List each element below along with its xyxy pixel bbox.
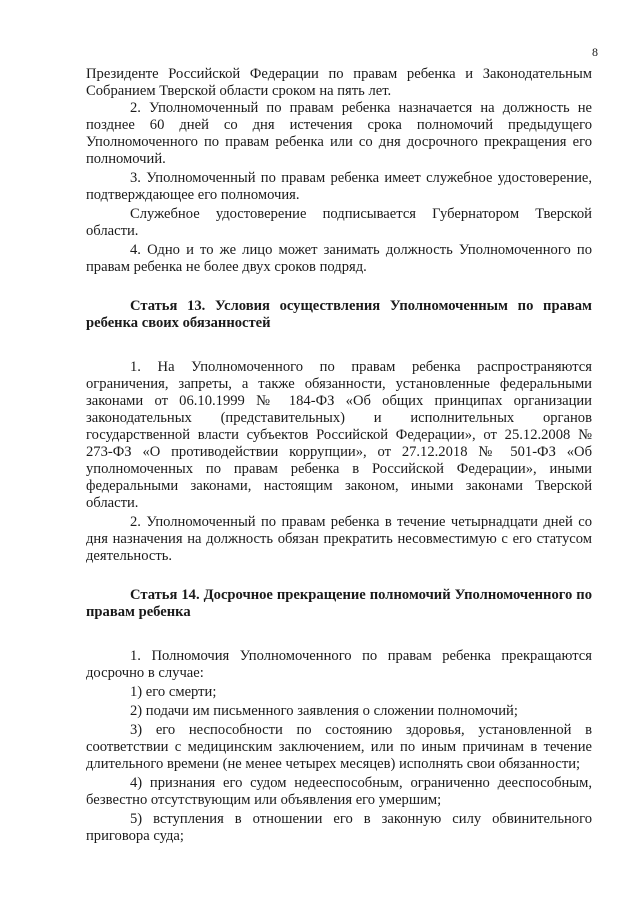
paragraph-item-3: 3. Уполномоченный по правам ребенка имеет служебное удостоверение, подтверждающее его полномочия. [86, 170, 592, 203]
article-14-item-1: 1. Полномочия Уполномоченного по правам ребенка прекращаются досрочно в случае: [86, 648, 592, 681]
article-14-sub-3: 3) его неспособности по состоянию здоровья, установленной в соответствии с медицинским заключением, или по иным причинам в течение длительного времени (не менее четырех месяцев) исполнять свои обязанности; [86, 722, 592, 772]
article-13-heading: Статья 13. Условия осуществления Уполномоченным по правам ребенка своих обязанностей [86, 298, 592, 331]
article-13-item-1: 1. На Уполномоченного по правам ребенка распространяются ограничения, запреты, а также обязанности, установленные федеральными законами от 06.10.1999 № 184-ФЗ «Об общих принципах организации законодательных (представительных) и исполнительных органов государственной власти субъектов Российской Федерации», от 25.12.2008 № 273-ФЗ «О противодействии коррупции», от 27.12.2018 № 501-ФЗ «Об уполномоченных по правам ребенка в Российской Федерации», иными федеральными законами, настоящим законом, иными законами Тверской области. [86, 359, 592, 511]
page-number: 8 [592, 45, 598, 59]
paragraph-certificate: Служебное удостоверение подписывается Губернатором Тверской области. [86, 206, 592, 239]
paragraph-continuation: Президенте Российской Федерации по правам ребенка и Законодательным Собранием Тверской области сроком на пять лет. [86, 66, 592, 99]
paragraph-item-2: 2. Уполномоченный по правам ребенка назначается на должность не позднее 60 дней со дня истечения срока полномочий предыдущего Уполномоченного по правам ребенка или со дня досрочного прекращения его полномочий. [86, 100, 592, 167]
article-14-sub-2: 2) подачи им письменного заявления о сложении полномочий; [130, 703, 518, 719]
article-13-item-2: 2. Уполномоченный по правам ребенка в течение четырнадцати дней со дня назначения на должность обязан прекратить несовместимую с его статусом деятельность. [86, 514, 592, 564]
article-14-sub-4: 4) признания его судом недееспособным, ограниченно дееспособным, безвестно отсутствующим или объявления его умершим; [86, 775, 592, 808]
article-14-heading: Статья 14. Досрочное прекращение полномочий Уполномоченного по правам ребенка [86, 587, 592, 620]
article-14-sub-1: 1) его смерти; [130, 684, 217, 700]
article-14-sub-5: 5) вступления в отношении его в законную силу обвинительного приговора суда; [86, 811, 592, 844]
document-body [86, 66, 592, 845]
paragraph-item-4: 4. Одно и то же лицо может занимать должность Уполномоченного по правам ребенка не более двух сроков подряд. [86, 242, 592, 275]
